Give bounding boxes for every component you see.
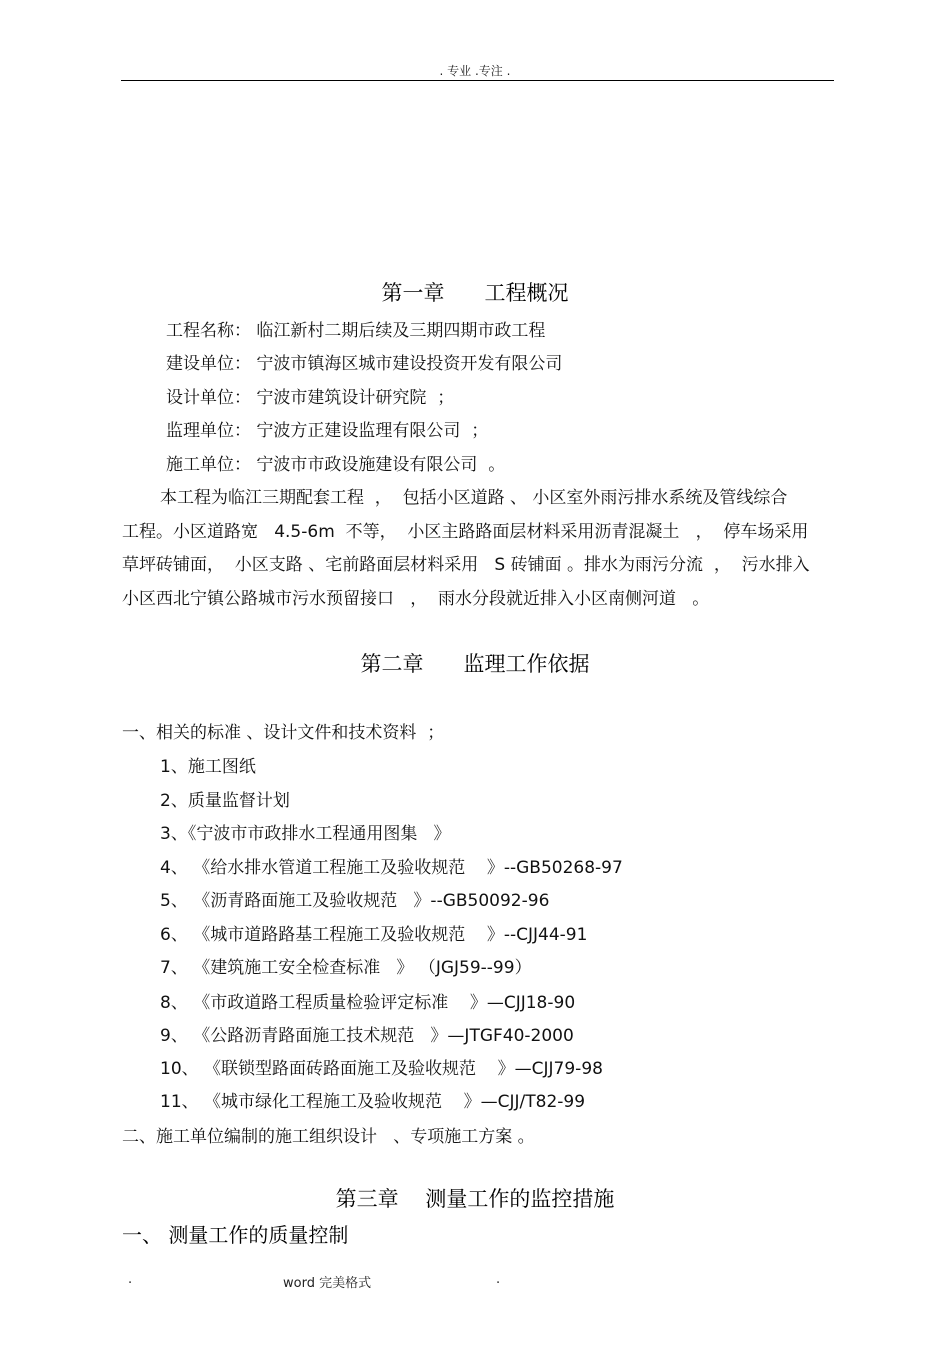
footer-left-dot: .: [128, 1272, 133, 1287]
basis-list-item: 9、 《公路沥青路面施工技术规范 》—JTGF40-2000: [160, 1026, 574, 1046]
chapter-3-title: 第三章 测量工作的监控措施: [335, 1187, 615, 1211]
chapter-1-title: 第一章 工程概况: [381, 281, 569, 305]
basis-list-item: 5、 《沥青路面施工及验收规范 》--GB50092-96: [160, 891, 550, 911]
basis-list-item: 8、 《市政道路工程质量检验评定标准 》—CJJ18-90: [160, 993, 576, 1013]
page-header: . 专业 .专注 .: [439, 64, 511, 78]
footer-right-dot: .: [496, 1272, 501, 1287]
basis-list-item: 3、《宁波市市政排水工程通用图集 》: [160, 824, 451, 844]
builder-line: 建设单位： 宁波市镇海区城市建设投资开发有限公司: [166, 354, 563, 374]
paragraph-line: 草坪砖铺面， 小区支路 、宅前路面层材料采用 S 砖铺面 。排水为雨污分流 ， 污水排入: [122, 555, 810, 575]
basis-list-item: 7、 《建筑施工安全检查标准 》 （JGJ59--99）: [160, 958, 532, 978]
chapter-2-title: 第二章 监理工作依据: [360, 652, 590, 676]
basis-list-item: 10、 《联锁型路面砖路面施工及验收规范 》—CJJ79-98: [160, 1059, 603, 1079]
section-survey-quality: 一、 测量工作的质量控制: [122, 1223, 349, 1247]
basis-list-item: 1、施工图纸: [160, 757, 256, 777]
paragraph-line: 本工程为临江三期配套工程 ， 包括小区道路 、 小区室外雨污排水系统及管线综合: [160, 488, 788, 508]
contractor-line: 施工单位： 宁波市市政设施建设有限公司 。: [166, 455, 506, 475]
footer-text: word 完美格式: [283, 1276, 372, 1291]
supervisor-line: 监理单位： 宁波方正建设监理有限公司 ；: [166, 421, 489, 441]
designer-line: 设计单位： 宁波市建筑设计研究院 ；: [166, 388, 455, 408]
basis-list-item: 6、 《城市道路路基工程施工及验收规范 》--CJJ44-91: [160, 925, 588, 945]
basis-item-2: 二、施工单位编制的施工组织设计 、专项施工方案 。: [122, 1127, 535, 1147]
basis-item-1: 一、相关的标准 、设计文件和技术资料 ；: [122, 723, 445, 743]
basis-list-item: 4、 《给水排水管道工程施工及验收规范 》--GB50268-97: [160, 858, 623, 878]
basis-list-item: 11、 《城市绿化工程施工及验收规范 》—CJJ/T82-99: [160, 1092, 586, 1112]
paragraph-line: 小区西北宁镇公路城市污水预留接口 ， 雨水分段就近排入小区南侧河道 。: [122, 589, 710, 609]
paragraph-line: 工程。小区道路宽 4.5-6m 不等， 小区主路路面层材料采用沥青混凝土 ， 停车场采用: [122, 522, 809, 542]
basis-list-item: 2、质量监督计划: [160, 791, 290, 811]
project-name-line: 工程名称： 临江新村二期后续及三期四期市政工程: [166, 321, 546, 341]
header-rule: [121, 80, 834, 81]
